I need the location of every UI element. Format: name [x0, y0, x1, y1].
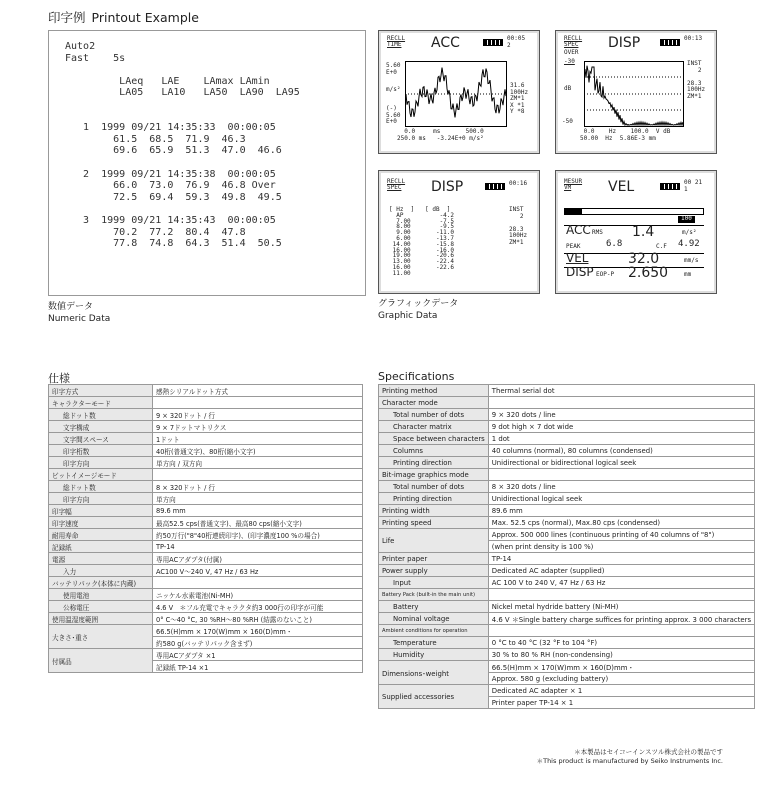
spec-row	[379, 457, 755, 469]
spec-row	[379, 589, 755, 601]
spec-label: Columns	[379, 445, 489, 457]
spec-row	[379, 517, 755, 529]
spec-label: Character mode	[379, 397, 489, 409]
spec-row	[49, 505, 363, 517]
spec-value: 9 × 7ドットマトリクス	[153, 421, 363, 433]
spec-row	[379, 577, 755, 589]
printout-line: 3 1999 09/21 14:35:43 00:00:05	[65, 214, 276, 226]
spec-value: 4.6 V ＊Single battery charge suffices for printing approx. 3 000 characters	[488, 613, 754, 625]
printout-line: 77.8 74.8 64.3 51.4 50.5	[65, 238, 282, 250]
spec-value	[488, 469, 754, 481]
spec-value: 89.6 mm	[488, 505, 754, 517]
spec-value: TP-14	[153, 541, 363, 553]
acc-screen: RECLL TIME ACC 00:05 2 5.60 E+0 m/s² (-) 5.60 E+0 31.6 100Hz ZM*1 X *1 Y *8 0.0 ms 500.0 250.0 ms -3.24E+0 m/s²	[378, 30, 540, 154]
spec-row	[379, 553, 755, 565]
spec-value: AC100 V～240 V, 47 Hz / 63 Hz	[153, 565, 363, 577]
spec-label: Dimensions･weight	[379, 661, 489, 685]
mode-label: RECLL TIME	[387, 35, 406, 48]
spec-value: 単方向	[153, 493, 363, 505]
spec-label: Bit-image graphics mode	[379, 469, 489, 481]
spec-row	[379, 613, 755, 625]
spec-value: 約580 g(バッテリパック含まず)	[153, 637, 363, 649]
spec-row	[49, 457, 363, 469]
level-bar	[564, 208, 704, 215]
time-label: 00:05 2	[507, 35, 526, 49]
numeric-caption: 数値データ Numeric Data	[48, 302, 111, 324]
printout-line: Fast 5s	[65, 52, 126, 64]
spec-table-jp	[48, 384, 363, 673]
numeric-printout	[48, 30, 366, 296]
printout-line: 1 1999 09/21 14:35:33 00:00:05	[65, 122, 276, 134]
spec-heading-jp: 仕様	[48, 372, 70, 385]
spec-label: Character matrix	[379, 421, 489, 433]
spec-row	[49, 421, 363, 433]
battery-icon	[485, 183, 505, 190]
spec-label: 印字方向	[49, 457, 153, 469]
spec-label: 使用温湿度範囲	[49, 613, 153, 625]
spec-row	[379, 469, 755, 481]
spec-label: 印字幅	[49, 505, 153, 517]
spec-value: 66.5(H)mm × 170(W)mm × 160(D)mm・	[153, 625, 363, 637]
spec-label: 使用電池	[49, 589, 153, 601]
printout-line	[65, 203, 365, 215]
battery-icon	[660, 39, 680, 46]
spec-label: Humidity	[379, 649, 489, 661]
spec-value	[153, 577, 363, 589]
spec-value: 89.6 mm	[153, 505, 363, 517]
spec-label: バッテリパック(本体に内蔵)	[49, 577, 153, 589]
spec-value: Unidirectional logical seek	[488, 493, 754, 505]
spec-value	[488, 625, 754, 637]
spec-value: Approx. 500 000 lines (continuous printing of 40 columns of "8")	[488, 529, 754, 541]
spec-row	[379, 625, 755, 637]
spec-row	[379, 421, 755, 433]
spec-value: 1 dot	[488, 433, 754, 445]
printout-line: Auto2	[65, 41, 96, 52]
spec-label: Printing width	[379, 505, 489, 517]
spec-value: Dedicated AC adapter (supplied)	[488, 565, 754, 577]
spec-label: 入力	[49, 565, 153, 577]
spec-row	[379, 601, 755, 613]
spec-row	[379, 637, 755, 649]
spec-label: 印字桁数	[49, 445, 153, 457]
spec-label: 文字間スペース	[49, 433, 153, 445]
spec-value: 40桁(普通文字)、80桁(縮小文字)	[153, 445, 363, 457]
spec-value: Printer paper TP-14 × 1	[488, 697, 754, 709]
spec-label: Battery Pack (built-in the main unit)	[379, 589, 489, 601]
spec-row	[379, 649, 755, 661]
spec-label: 印字方向	[49, 493, 153, 505]
spec-row	[49, 613, 363, 625]
page-title: 印字例 Printout Example	[48, 10, 199, 25]
screen-title: ACC	[431, 35, 460, 51]
spec-row	[379, 445, 755, 457]
spec-value: 30 % to 80 % RH (non-condensing)	[488, 649, 754, 661]
printout-line: LAeq LAE LAmax LAmin	[65, 75, 270, 87]
spec-label: 耐用寿命	[49, 529, 153, 541]
spec-row	[49, 577, 363, 589]
disp-table-screen: RECLL SPEC DISP 00:16 [ Hz ] [ dB ] AP -4.2 7.00 -7.5 8.00 -9.5 9.00 -11.0 6.00 -13.7 14.00 -15.8 16.00 -16.0 19.00 -20.6 13.00 -22.4 16.00 -22.6 11.00 INST 2 28.3 100Hz ZM*1	[378, 170, 540, 294]
spec-row	[49, 649, 363, 661]
spec-value: 8 × 320ドット / 行	[153, 481, 363, 493]
spec-row	[49, 541, 363, 553]
spec-row	[49, 589, 363, 601]
spec-row	[379, 661, 755, 673]
spec-row	[379, 565, 755, 577]
spec-label: 文字構成	[49, 421, 153, 433]
spec-value: 40 columns (normal), 80 columns (condensed)	[488, 445, 754, 457]
printout-line: 70.2 77.2 80.4 47.8	[65, 226, 246, 238]
spec-row	[49, 481, 363, 493]
printout-line	[65, 99, 365, 111]
spec-value: Thermal serial dot	[488, 385, 754, 397]
spec-label: Battery	[379, 601, 489, 613]
spec-value: 最高52.5 cps(普通文字)、最高80 cps(縮小文字)	[153, 517, 363, 529]
spec-label: Printing method	[379, 385, 489, 397]
spec-row	[49, 625, 363, 637]
spec-value: Unidirectional or bidirectional logical seek	[488, 457, 754, 469]
spec-label: Printing direction	[379, 457, 489, 469]
spec-label: Total number of dots	[379, 409, 489, 421]
battery-icon	[660, 183, 680, 190]
battery-icon	[483, 39, 503, 46]
spec-row	[49, 553, 363, 565]
spec-label: 電源	[49, 553, 153, 565]
spec-row	[49, 445, 363, 457]
spec-row	[379, 529, 755, 541]
spec-value: 8 × 320 dots / line	[488, 481, 754, 493]
spec-value: 専用ACアダプタ ×1	[153, 649, 363, 661]
spec-label: 印字方式	[49, 385, 153, 397]
spec-value: Dedicated AC adapter × 1	[488, 685, 754, 697]
spec-value: 0 °C to 40 °C (32 °F to 104 °F)	[488, 637, 754, 649]
printout-line: 69.6 65.9 51.3 47.0 46.6	[65, 145, 282, 157]
spec-value	[488, 589, 754, 601]
spec-value	[488, 397, 754, 409]
spec-row	[379, 385, 755, 397]
spec-row	[49, 565, 363, 577]
spec-value: 記録紙 TP-14 ×1	[153, 661, 363, 673]
spec-row	[49, 601, 363, 613]
printout-line: 72.5 69.4 59.3 49.8 49.5	[65, 191, 282, 203]
spec-value: 0° C～40 °C, 30 %RH～80 %RH (結露のないこと)	[153, 613, 363, 625]
spec-label: 公称電圧	[49, 601, 153, 613]
spec-label: Nominal voltage	[379, 613, 489, 625]
spec-value: 9 dot high × 7 dot wide	[488, 421, 754, 433]
printout-line	[65, 64, 365, 76]
spec-row	[379, 685, 755, 697]
spec-row	[379, 493, 755, 505]
spec-value: ニッケル水素電池(Ni-MH)	[153, 589, 363, 601]
waveform-plot	[405, 61, 507, 127]
spec-row	[379, 433, 755, 445]
spec-label: 総ドット数	[49, 481, 153, 493]
spec-row	[379, 481, 755, 493]
spectrum-table: [ Hz ] [ dB ] AP -4.2 7.00 -7.5 8.00 -9.5 9.00 -11.0 6.00 -13.7 14.00 -15.8 16.00 -16.0 19.00 -20.6 13.00 -22.4 16.00 -22.6 11.00	[389, 206, 455, 277]
spec-label: Input	[379, 577, 489, 589]
spec-value: (when print density is 100 %)	[488, 541, 754, 553]
spec-value: Nickel metal hydride battery (Ni-MH)	[488, 601, 754, 613]
spec-row	[379, 397, 755, 409]
spec-value: 約50万行("8"40桁連続印字)、(印字濃度100 %の場合)	[153, 529, 363, 541]
spec-label: 大きさ･重さ	[49, 625, 153, 649]
spec-label: Temperature	[379, 637, 489, 649]
spec-heading-en: Specifications	[378, 370, 455, 383]
spec-label: Life	[379, 529, 489, 553]
printout-line	[65, 157, 365, 169]
printout-line	[65, 111, 365, 123]
spec-row	[49, 517, 363, 529]
spec-value: 感熱シリアルドット方式	[153, 385, 363, 397]
spec-value: 4.6 V ＊フル充電でキャラクタ約3 000行の印字が可能	[153, 601, 363, 613]
spec-value: Approx. 580 g (excluding battery)	[488, 673, 754, 685]
spec-label: Space between characters	[379, 433, 489, 445]
spec-value	[153, 469, 363, 481]
printout-line: 2 1999 09/21 14:35:38 00:00:05	[65, 168, 276, 180]
spec-label: キャラクターモード	[49, 397, 153, 409]
spec-row	[49, 385, 363, 397]
printout-line: LA05 LA10 LA50 LA90 LA95	[65, 87, 300, 99]
printout-line: 61.5 68.5 71.9 46.3	[65, 133, 246, 145]
spec-row	[379, 409, 755, 421]
spec-value: Max. 52.5 cps (normal), Max.80 cps (condensed)	[488, 517, 754, 529]
spec-label: Ambient conditions for operation	[379, 625, 489, 637]
spec-row	[49, 397, 363, 409]
spec-label: 付属品	[49, 649, 153, 673]
spec-label: Total number of dots	[379, 481, 489, 493]
spec-label: 総ドット数	[49, 409, 153, 421]
spec-value: TP-14	[488, 553, 754, 565]
disp-spectrum-screen: RECLL SPEC OVER -30 DISP 00:13 dB -50 INST 2 28.3 100Hz ZM*1 0.0 Hz 100.0 V dB 50.00 Hz 5.86E-3 mm	[555, 30, 717, 154]
vel-screen: MESUR VM VEL 00 21 1 100 ACC RMS 1.4 m/s² PEAK 6.8 C.F 4.92 VEL 32.0 mm/s DISP EOP-P 2.650 mm	[555, 170, 717, 294]
spectrum-plot	[584, 61, 684, 127]
spec-label: Supplied accessories	[379, 685, 489, 709]
spec-value: 9 × 320 dots / line	[488, 409, 754, 421]
footnote: ＊本製品はセイコーインスツル株式会社の製品です ＊This product is manufactured by Seiko Instruments Inc.	[536, 748, 723, 765]
spec-label: Printer paper	[379, 553, 489, 565]
spec-label: Printing direction	[379, 493, 489, 505]
spec-value: 1ドット	[153, 433, 363, 445]
spec-label: Power supply	[379, 565, 489, 577]
spec-value: 単方向 / 双方向	[153, 457, 363, 469]
spec-label: Printing speed	[379, 517, 489, 529]
spec-value: 9 × 320ドット / 行	[153, 409, 363, 421]
spec-row	[379, 505, 755, 517]
spec-label: 印字速度	[49, 517, 153, 529]
spec-row	[49, 493, 363, 505]
spec-value: 専用ACアダプタ(付属)	[153, 553, 363, 565]
spec-value: 66.5(H)mm × 170(W)mm × 160(D)mm・	[488, 661, 754, 673]
spec-row	[49, 529, 363, 541]
spec-table-en	[378, 384, 755, 709]
spec-label: 記録紙	[49, 541, 153, 553]
spec-label: ビットイメージモード	[49, 469, 153, 481]
spec-row	[49, 409, 363, 421]
spec-value: AC 100 V to 240 V, 47 Hz / 63 Hz	[488, 577, 754, 589]
spec-row	[49, 469, 363, 481]
graphic-caption: グラフィックデータ Graphic Data	[378, 299, 459, 321]
printout-line: 66.0 73.0 76.9 46.8 Over	[65, 180, 276, 192]
spec-value	[153, 397, 363, 409]
spec-row	[49, 433, 363, 445]
